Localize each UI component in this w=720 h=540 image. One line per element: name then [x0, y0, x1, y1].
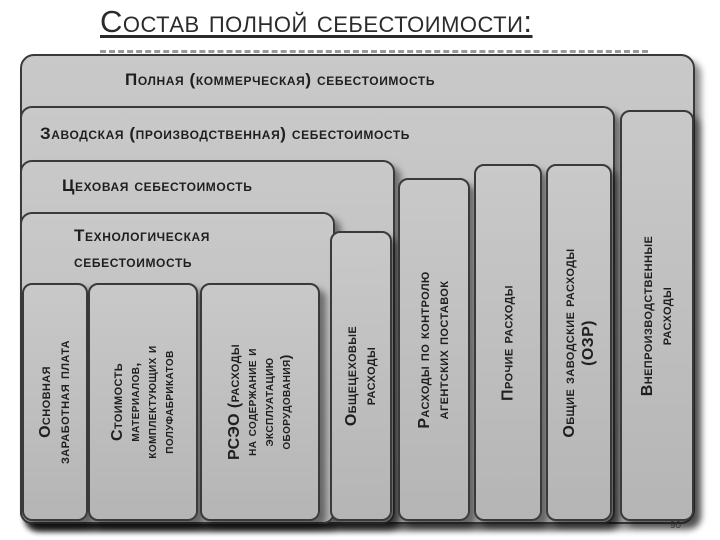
materials-label-line1: Стоимость [109, 362, 126, 442]
factory-overhead-label-line2: (ОЗР) [580, 319, 597, 366]
wage-label-line2: заработная плата [56, 340, 73, 464]
materials-label-line3: комплектующих и [143, 345, 159, 459]
other-expenses-column [474, 164, 542, 521]
shop-cost-label: Цеховая себестоимость [62, 176, 253, 195]
shop-overhead-column [330, 231, 392, 521]
rseo-label-line4: оборудования) [277, 354, 293, 450]
full-cost-label: Полная (коммерческая) себестоимость [125, 70, 436, 89]
slide-number: 90 [670, 520, 682, 531]
nonproduction-label-line1: Внепроизводственные [639, 235, 656, 396]
rseo-label-line3: эксплуатацию [260, 357, 276, 447]
supply-control-label-line1: Расходы по контролю [416, 270, 433, 429]
tech-cost-label-line1: Технологическая [74, 226, 210, 245]
tech-cost-label-line2: себестоимость [74, 252, 193, 271]
slide-title: Состав полной себестоимости: [100, 4, 533, 39]
rseo-label-line1: РСЭО (расходы [226, 343, 243, 461]
wage-label-line1: Основная [37, 366, 54, 438]
rseo-label-line2: на содержание и [243, 348, 259, 456]
materials-column [88, 283, 198, 521]
factory-overhead-column [546, 164, 612, 521]
nonproduction-column [620, 110, 694, 521]
supply-control-column [398, 178, 470, 521]
materials-label-line4: полуфабрикатов [160, 350, 176, 454]
title-divider [100, 50, 648, 53]
shop-overhead-label-line1: Общецеховые [343, 325, 360, 427]
factory-cost-label: Заводская (производственная) себестоимость [40, 124, 410, 143]
factory-overhead-label-line1: Общие заводские расходы [561, 247, 578, 438]
other-expenses-label: Прочие расходы [499, 284, 517, 401]
wage-column [22, 283, 88, 521]
supply-control-label-line2: агентских поставок [435, 280, 452, 419]
shop-overhead-label-line2: расходы [362, 346, 379, 406]
nonproduction-label-line2: расходы [658, 286, 675, 345]
rseo-column [200, 283, 320, 521]
materials-label-line2: материалов, [126, 362, 142, 442]
